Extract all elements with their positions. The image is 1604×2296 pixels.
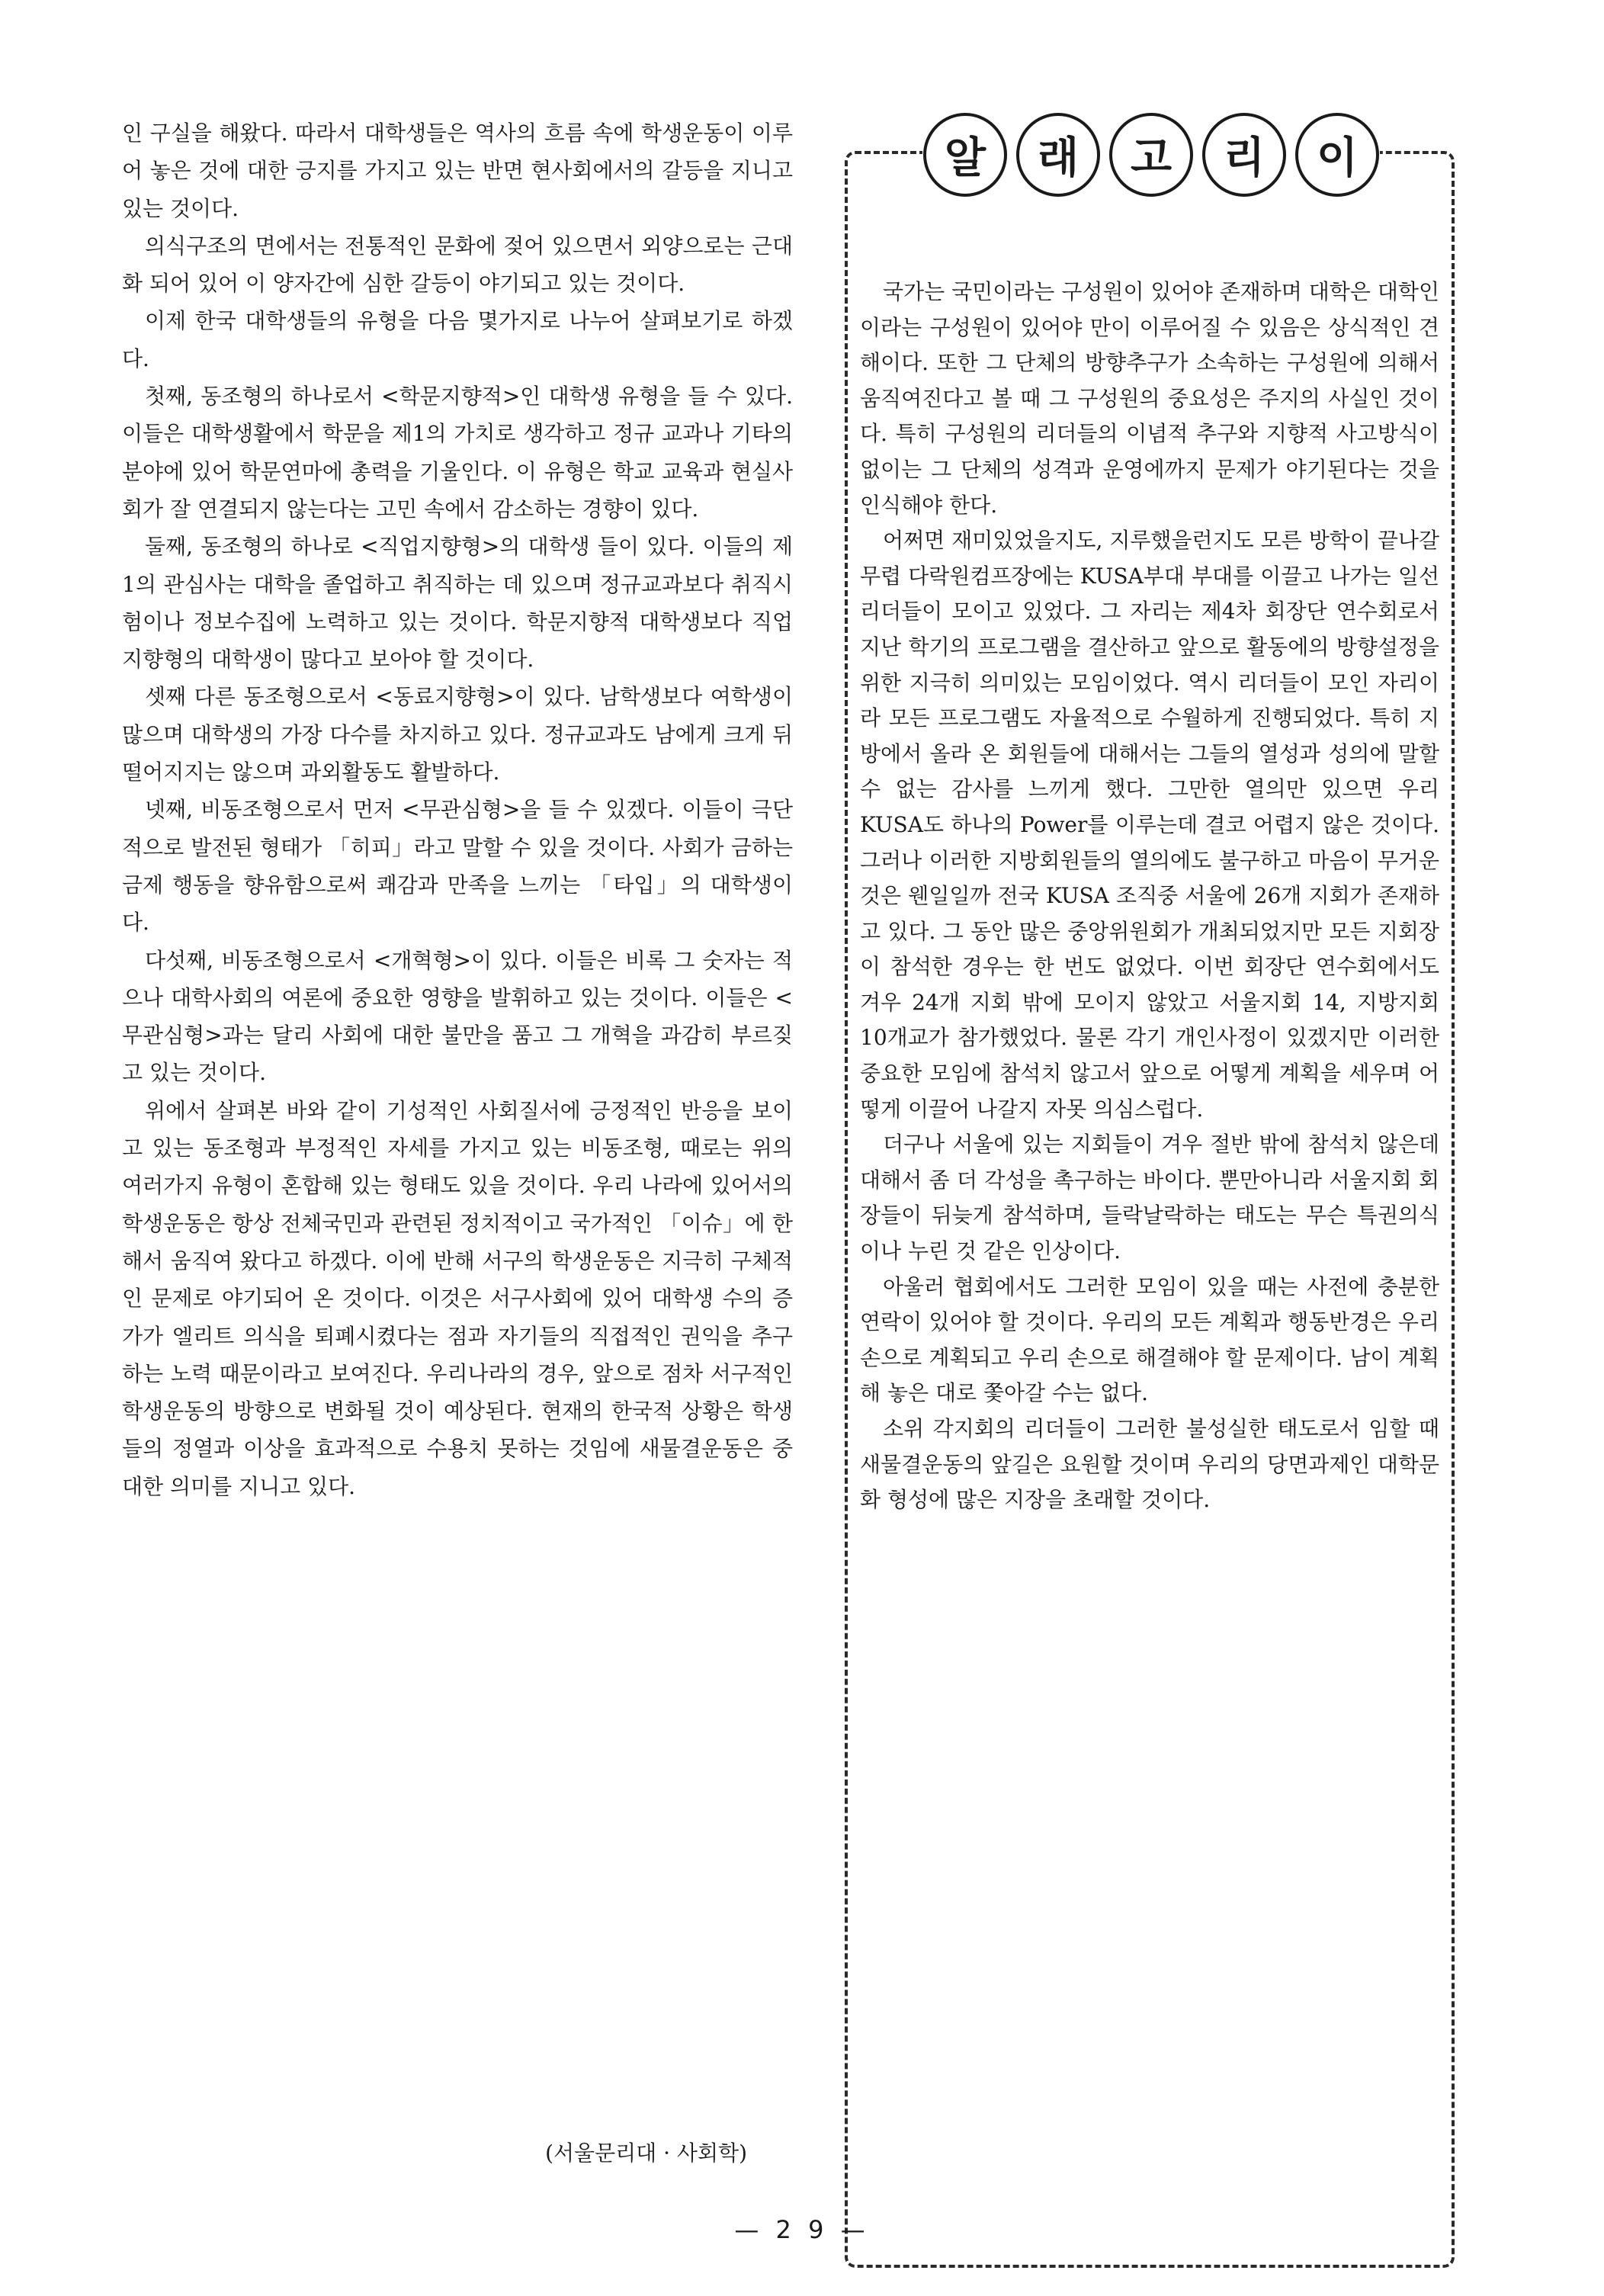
- sidebar-box-text: [860, 275, 1439, 1518]
- page-number: — 2 9 —: [734, 2215, 870, 2244]
- left-paragraph-9: 위에서 살펴본 바와 같이 기성적인 사회질서에 긍정적인 반응을 보이고 있는 동조형과 부정적인 자세를 가지고 있는 비동조형, 때로는 위의 여러가지 유형이 혼합해 있는 형태도 있을 것이다. 우리 나라에 있어서의 학생운동은 항상 전체국민과 관련된 정치적이고 국가적인 「이슈」에 한해서 움직여 왔다고 하겠다. 이에 반해 서구의 학생운동은 지극히 구체적인 문제로 야기되어 온 것이다. 이것은 서구사회에 있어 대학생 수의 증가가 엘리트 의식을 퇴폐시켰다는 점과 자기들의 직접적인 권익을 추구하는 노력 때문이라고 보여진다. 우리나라의 경우, 앞으로 점차 서구적인 학생운동의 방향으로 변화될 것이 예상된다. 현재의 한국적 상황은 학생들의 정열과 이상을 효과적으로 수용치 못하는 것임에 새물결운동은 중대한 의미를 지니고 있다.: [122, 1097, 793, 1499]
- left-paragraph-4: 첫째, 동조형의 하나로서 <학문지향적>인 대학생 유형을 들 수 있다. 이들은 대학생활에서 학문을 제1의 가치로 생각하고 정규 교과나 기타의 분야에 있어 학문연마에 총력을 기울인다. 이 유형은 학교 교육과 현실사회가 잘 연결되지 않는다는 고민 속에서 감소하는 경향이 있다.: [122, 384, 793, 522]
- article-left-column: [122, 114, 793, 1505]
- title-char-5: 이: [1295, 113, 1379, 197]
- left-paragraph-6: 셋째 다른 동조형으로서 <동료지향형>이 있다. 남학생보다 여학생이 많으며 대학생의 가장 다수를 차지하고 있다. 정규교과도 남에게 크게 뒤떨어지지는 않으며 과외활동도 활발하다.: [122, 684, 793, 785]
- title-char-2: 래: [1016, 113, 1100, 197]
- title-char-3: 고: [1109, 113, 1193, 197]
- box-paragraph-1: 국가는 국민이라는 구성원이 있어야 존재하며 대학은 대학인이라는 구성원이 있어야 만이 이루어질 수 있음은 상식적인 견해이다. 또한 그 단체의 방향추구가 소속하는 구성원에 의해서 움직여진다고 볼 때 그 구성원의 중요성은 주지의 사실인 것이다. 특히 구성원의 리더들의 이념적 추구와 지향적 사고방식이 없이는 그 단체의 성격과 운영에까지 문제가 야기된다는 것을 인식해야 한다.: [860, 279, 1439, 518]
- left-paragraph-7: 넷째, 비동조형으로서 먼저 <무관심형>을 들 수 있겠다. 이들이 극단적으로 발전된 형태가 「히피」라고 말할 수 있을 것이다. 사회가 금하는 금제 행동을 향유함으로써 쾌감과 만족을 느끼는 「타입」의 대학생이다.: [122, 797, 793, 936]
- sidebar-title: [922, 107, 1380, 202]
- left-paragraph-2: 의식구조의 면에서는 전통적인 문화에 젖어 있으면서 외양으로는 근대화 되어 있어 이 양자간에 심한 갈등이 야기되고 있는 것이다.: [122, 233, 793, 297]
- left-paragraph-1: 인 구실을 해왔다. 따라서 대학생들은 역사의 흐름 속에 학생운동이 이루어 놓은 것에 대한 긍지를 가지고 있는 반면 현사회에서의 갈등을 지니고 있는 것이다.: [122, 120, 793, 221]
- box-paragraph-4: 아울러 협회에서도 그러한 모임이 있을 때는 사전에 충분한 연락이 있어야 할 것이다. 우리의 모든 계획과 행동반경은 우리손으로 계획되고 우리 손으로 해결해야 할 문제이다. 남이 계획해 놓은 대로 쫓아갈 수는 없다.: [860, 1273, 1439, 1406]
- box-paragraph-2: 어쩌면 재미있었을지도, 지루했을런지도 모른 방학이 끝나갈 무렵 다락원컴프장에는 KUSA부대 부대를 이끌고 나가는 일선리더들이 모이고 있었다. 그 자리는 제4차 회장단 연수회로서 지난 학기의 프로그램을 결산하고 앞으로 활동에의 방향설정을 위한 지극히 의미있는 모임이었다. 역시 리더들이 모인 자리이라 모든 프로그램도 자율적으로 수월하게 진행되었다. 특히 지방에서 올라 온 회원들에 대해서는 그들의 열성과 성의에 말할 수 없는 감사를 느끼게 했다. 그만한 열의만 있으면 우리 KUSA도 하나의 Power를 이루는데 결코 어렵지 않은 것이다. 그러나 이러한 지방회원들의 열의에도 불구하고 마음이 무거운 것은 웬일일까 전국 KUSA 조직중 서울에 26개 지회가 존재하고 있다. 그 동안 많은 중앙위원회가 개최되었지만 모든 지회장이 참석한 경우는 한 번도 없었다. 이번 회장단 연수회에서도 겨우 24개 지회 밖에 모이지 않았고 서울지회 14, 지방지회 10개교가 참가했었다. 물론 각기 개인사정이 있겠지만 이러한 중요한 모임에 참석치 않고서 앞으로 어떻게 계획을 세우며 어떻게 이끌어 나갈지 자못 의심스럽다.: [860, 528, 1439, 1122]
- box-paragraph-5: 소위 각지회의 리더들이 그러한 불성실한 태도로서 임할 때 새물결운동의 앞길은 요원할 것이며 우리의 당면과제인 대학문화 형성에 많은 지장을 초래할 것이다.: [860, 1416, 1439, 1513]
- left-paragraph-8: 다섯째, 비동조형으로서 <개혁형>이 있다. 이들은 비록 그 숫자는 적으나 대학사회의 여론에 중요한 영향을 발휘하고 있는 것이다. 이들은 <무관심형>과는 달리 사회에 대한 불만을 품고 그 개혁을 과감히 부르짖고 있는 것이다.: [122, 947, 793, 1086]
- box-paragraph-3: 더구나 서울에 있는 지회들이 겨우 절반 밖에 참석치 않은데 대해서 좀 더 각성을 촉구하는 바이다. 뿐만아니라 서울지회 회장들이 뒤늦게 참석하며, 들락날락하는 태도는 무슨 특권의식이나 누린 것 같은 인상이다.: [860, 1132, 1439, 1264]
- left-paragraph-5: 둘째, 동조형의 하나로 <직업지향형>의 대학생 들이 있다. 이들의 제1의 관심사는 대학을 졸업하고 취직하는 데 있으며 정규교과보다 취직시험이나 정보수집에 노력하고 있는 것이다. 학문지향적 대학생보다 직업지향형의 대학생이 많다고 보아야 할 것이다.: [122, 534, 793, 673]
- left-paragraph-3: 이제 한국 대학생들의 유형을 다음 몇가지로 나누어 살펴보기로 하겠다.: [122, 308, 793, 371]
- title-char-4: 리: [1202, 113, 1286, 197]
- title-char-1: 알: [923, 113, 1007, 197]
- author-byline: (서울문리대 · 사회학): [545, 2140, 747, 2166]
